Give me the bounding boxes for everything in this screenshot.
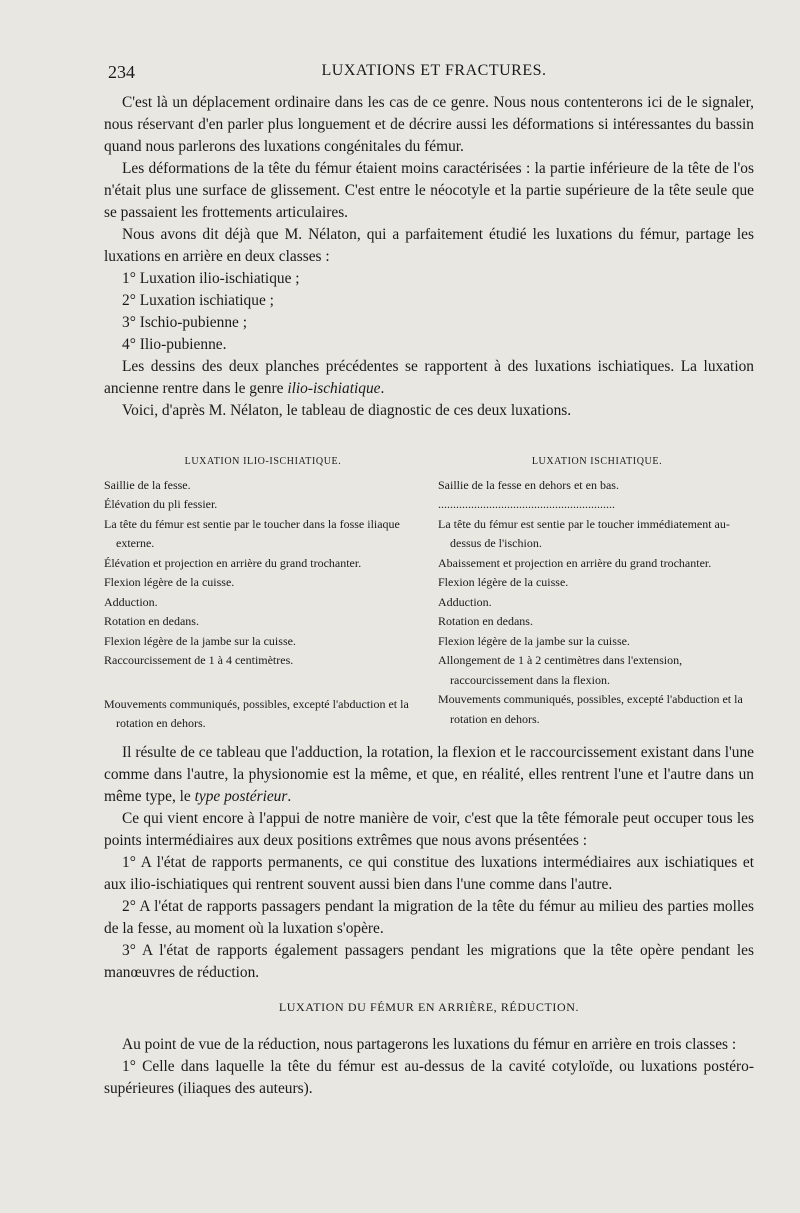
table-item: Adduction.	[438, 594, 492, 609]
table-item: Flexion légère de la jambe sur la cuisse.	[438, 633, 630, 648]
page-header	[108, 62, 760, 86]
list-item: 2° Luxation ischiatique ;	[122, 292, 274, 309]
table-item: Mouvements communiqués, possibles, excepté l'abduction et la rotation en dehors.	[438, 692, 743, 726]
table-item: La tête du fémur est sentie par le toucher immédiatement au-dessus de l'ischion.	[438, 516, 730, 550]
ischiatic-column	[438, 452, 756, 729]
conclusion-paragraph: 2° A l'état de rapports passagers pendant la migration de la tête du fémur au milieu des parties molles de la fesse, au moment où la luxation s'opère.	[104, 898, 754, 937]
table-item: Flexion légère de la cuisse.	[438, 575, 569, 589]
list-item: 3° Ischio-pubienne ;	[122, 314, 247, 331]
table-item: Mouvements communiqués, possibles, excepté l'abduction et la rotation en dehors.	[104, 696, 409, 730]
running-title: LUXATIONS ET FRACTURES.	[321, 62, 547, 79]
table-item: Saillie de la fesse.	[104, 477, 191, 492]
table-item: Allongement de 1 à 2 centimètres dans l'extension, raccourcissement dans la flexion.	[438, 653, 683, 687]
table-item: Rotation en dedans.	[438, 614, 533, 628]
table-item: Abaissement et projection en arrière du grand trochanter.	[438, 555, 712, 570]
list-item: 1° Luxation ilio-ischiatique ;	[122, 270, 300, 287]
table-item: Adduction.	[104, 594, 158, 609]
table-item: Élévation du pli fessier.	[104, 497, 218, 511]
conclusion-paragraph: 3° A l'état de rapports également passagers pendant les migrations que la tête opère pendant les manœuvres de réduction.	[104, 942, 754, 981]
table-item: Rotation en dedans.	[104, 614, 199, 628]
intro-paragraph: C'est là un déplacement ordinaire dans les cas de ce genre. Nous nous contenterons ici de le signaler, nous réservant d'en parler plus longuement et de décrire aussi les déformations si intéressantes du bassin quand nous parlerons des luxations congénitales du fémur.	[104, 94, 754, 155]
table-item: Flexion légère de la cuisse.	[104, 575, 235, 589]
section-paragraph: Au point de vue de la réduction, nous partagerons les luxations du fémur en arrière en trois classes :	[122, 1036, 737, 1053]
section-paragraph: 1° Celle dans laquelle la tête du fémur est au-dessus de la cavité cotyloïde, ou luxations postéro-supérieures (iliaques des auteurs).	[104, 1058, 754, 1097]
table-item: Flexion légère de la jambe sur la cuisse.	[104, 633, 296, 648]
conclusion-block	[104, 742, 754, 1100]
page-number: 234	[108, 62, 135, 82]
list-item: 4° Ilio-pubienne.	[122, 336, 227, 353]
intro-block	[104, 92, 754, 422]
classes-list	[104, 268, 754, 356]
table-item: ...........................................................	[438, 497, 615, 511]
intro-paragraph: Nous avons dit déjà que M. Nélaton, qui a parfaitement étudié les luxations du fémur, partage les luxations en arrière en deux classes :	[104, 226, 754, 265]
plates-paragraph: Les dessins des deux planches précédentes se rapportent à des luxations ischiatiques. La luxation ancienne rentre dans le genre ilio-ischiatique.	[104, 358, 754, 397]
table-item: La tête du fémur est sentie par le toucher dans la fosse iliaque externe.	[104, 516, 400, 550]
conclusion-paragraph: 1° A l'état de rapports permanents, ce qui constitue des luxations intermédiaires aux ischiatiques et aux ilio-ischiatiques qui rentrent souvent aussi bien dans l'une comme dans l'autre.	[104, 854, 754, 893]
column-heading: LUXATION ISCHIATIQUE.	[531, 456, 663, 467]
conclusion-paragraph: Il résulte de ce tableau que l'adduction, la rotation, la flexion et le raccourcissement existant dans l'une comme dans l'autre, la physionomie est la même, et que, en réalité, elles rentrent l'une et l'autre dans un même type, le type postérieur.	[104, 744, 754, 805]
column-heading: LUXATION ILIO-ISCHIATIQUE.	[184, 456, 342, 467]
table-item: Raccourcissement de 1 à 4 centimètres.	[104, 653, 294, 667]
intro-paragraph: Les déformations de la tête du fémur étaient moins caractérisées : la partie inférieure de la tête de l'os n'était plus une surface de glissement. C'est entre le néocotyle et la partie supérieure de la tête seule que se passaient les frottements articulaires.	[104, 160, 754, 221]
table-item: Saillie de la fesse en dehors et en bas.	[438, 477, 619, 492]
table-item: Élévation et projection en arrière du grand trochanter.	[104, 555, 362, 570]
conclusion-paragraph: Ce qui vient encore à l'appui de notre manière de voir, c'est que la tête fémorale peut occuper tous les points intermédiaires aux deux positions extrêmes que nous avons présentées :	[104, 810, 754, 849]
diagnostic-intro: Voici, d'après M. Nélaton, le tableau de diagnostic de ces deux luxations.	[122, 402, 572, 419]
section-title: LUXATION DU FÉMUR EN ARRIÈRE, RÉDUCTION.	[278, 1000, 580, 1014]
ilio-ischiatic-column	[104, 452, 422, 734]
